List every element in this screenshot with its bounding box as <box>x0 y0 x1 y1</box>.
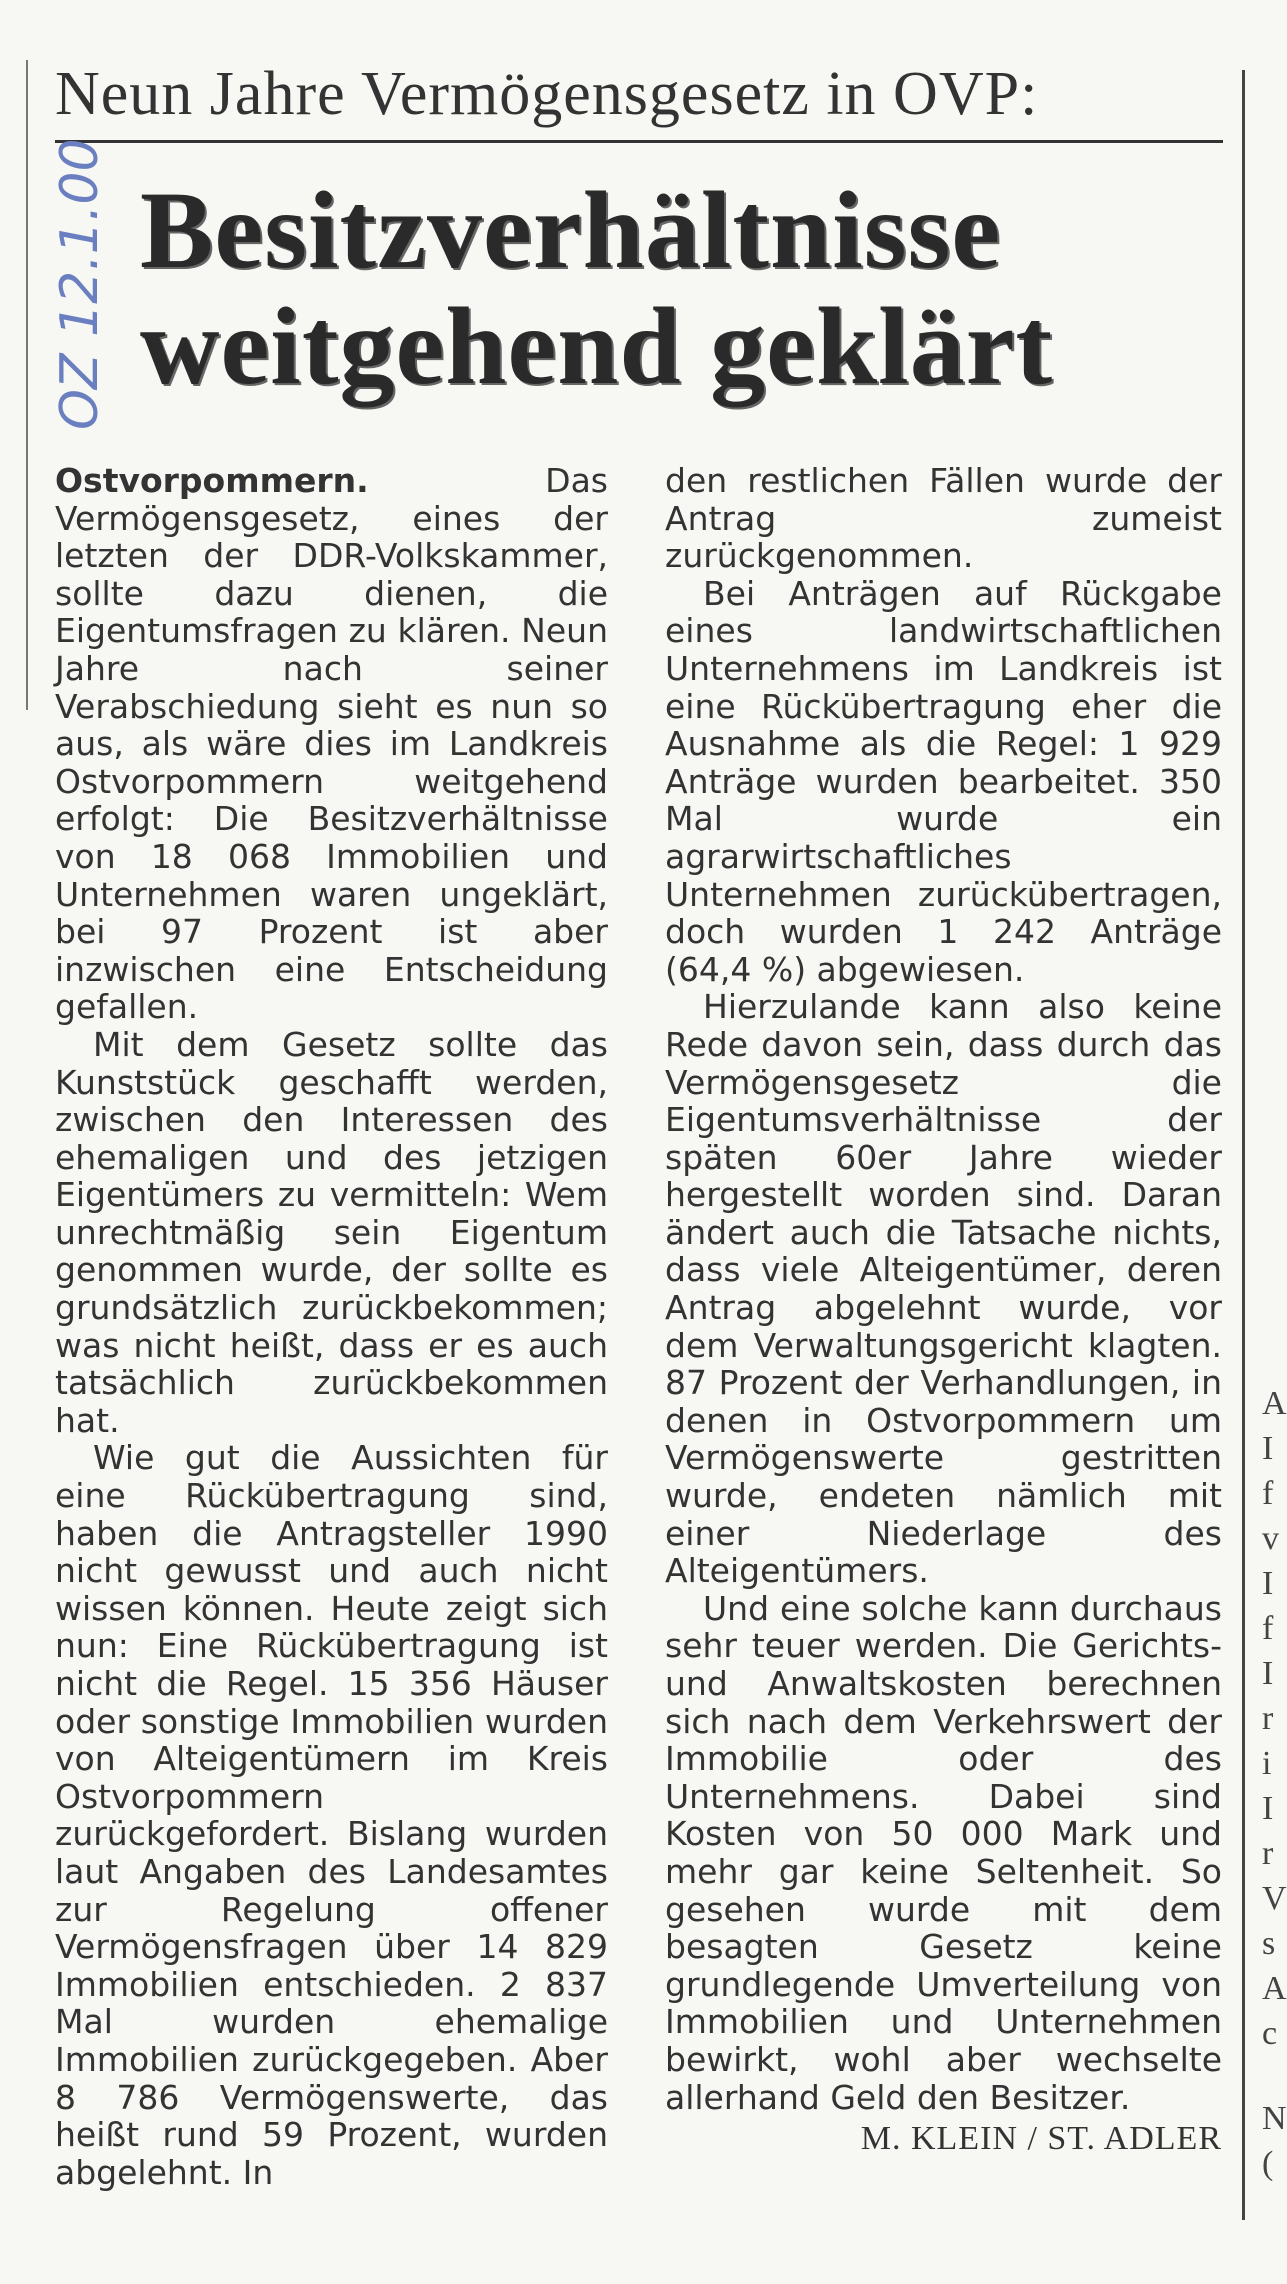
edge-fragment: I <box>1262 1565 1274 1602</box>
article-column-1 <box>55 462 608 2191</box>
edge-fragment: v <box>1262 1520 1279 1557</box>
paragraph-6: Hierzulande kann also keine Rede davon sein, dass durch das Vermögensgesetz die Eigentumsverhältnisse der späten 60er Jahre wieder hergestellt worden sind. Daran ändert auch die Tatsache nichts, dass viele Alteigentümer, deren Antrag abgelehnt wurde, vor dem Verwaltungsgericht klagten. 87 Prozent der Verhandlungen, in denen in Ostvorpommern um Vermögenswerte gestritten wurde, endeten nämlich mit einer Niederlage des Alteigentümers. <box>665 987 1222 1591</box>
edge-fragment: I <box>1262 1430 1274 1467</box>
article-kicker: Neun Jahre Vermögensgesetz in OVP: <box>55 60 1039 128</box>
edge-fragment: ( <box>1262 2145 1274 2182</box>
edge-fragment: f <box>1262 1475 1274 1512</box>
article-column-2 <box>665 462 1222 2158</box>
edge-fragment: s <box>1262 1925 1276 1962</box>
edge-fragment: N <box>1262 2100 1287 2137</box>
edge-fragment: c <box>1262 2015 1278 2052</box>
paragraph-1 <box>55 462 608 1026</box>
edge-fragment: r <box>1262 1835 1274 1872</box>
dateline: Ostvorpommern. <box>55 461 369 500</box>
edge-fragment: V <box>1262 1880 1287 1917</box>
edge-fragment: f <box>1262 1610 1274 1647</box>
article-headline <box>140 169 1220 407</box>
headline-line-2: weitgehend geklärt <box>140 285 1054 407</box>
handwritten-date-note: OZ 12.1.00 <box>50 138 110 430</box>
paragraph-4: den restlichen Fällen wurde der Antrag zumeist zurückgenommen. <box>665 461 1222 576</box>
kicker-rule <box>55 140 1223 143</box>
paragraph-5: Bei Anträgen auf Rückgabe eines landwirtschaftlichen Unternehmens im Landkreis ist eine Rückübertragung eher die Ausnahme als die Regel: 1 929 Anträge wurden bearbeitet. 350 Mal wurde ein agrarwirtschaftliches Unternehmen zurückübertragen, doch wurden 1 242 Anträge (64,4 %) abgewiesen. <box>665 573 1222 989</box>
paragraph-2: Mit dem Gesetz sollte das Kunststück geschafft werden, zwischen den Interessen des ehemaligen und des jetzigen Eigentümers zu vermitteln: Wem unrechtmäßig sein Eigentum genommen wurde, der sollte es grundsätzlich zurückbekommen; was nicht heißt, dass er es auch tatsächlich zurückbekommen hat. <box>55 1024 608 1440</box>
byline: M. KLEIN / ST. ADLER <box>860 2120 1222 2158</box>
edge-fragment: r <box>1262 1700 1274 1737</box>
paragraph-3: Wie gut die Aussichten für eine Rückübertragung sind, haben die Antragsteller 1990 nicht gewusst und auch nicht wissen können. Heute zeigt sich nun: Eine Rückübertragung ist nicht die Regel. 15 356 Häuser oder sonstige Immobilien wurden von Alteigentümern im Kreis Ostvorpommern zurückgefordert. Bislang wurden laut Angaben des Landesamtes zur Regelung offener Vermögensfragen über 14 829 Immobilien entschieden. 2 837 Mal wurden ehemalige Immobilien zurückgegeben. Aber 8 786 Vermögenswerte, das heißt rund 59 Prozent, wurden abgelehnt. In <box>55 1438 608 2192</box>
right-column-rule <box>1242 70 1245 2220</box>
edge-fragment: I <box>1262 1655 1274 1692</box>
edge-fragment: A <box>1262 1970 1287 2007</box>
headline-line-1: Besitzverhältnisse <box>140 169 1002 291</box>
edge-fragment: i <box>1262 1745 1272 1782</box>
paragraph-1-text: Das Vermögensgesetz, eines der letzten der DDR-Volkskammer, sollte dazu dienen, die Eigentumsfragen zu klären. Neun Jahre nach seiner Verabschiedung sieht es nun so aus, als wäre dies im Landkreis Ostvorpommern weitgehend erfolgt: Die Besitzverhältnisse von 18 068 Immobilien und Unternehmen waren ungeklärt, bei 97 Prozent ist aber inzwischen eine Entscheidung gefallen. <box>55 461 608 1027</box>
edge-fragment: I <box>1262 1790 1274 1827</box>
edge-fragment: A <box>1262 1385 1287 1422</box>
paragraph-7: Und eine solche kann durchaus sehr teuer werden. Die Gerichts- und Anwaltskosten berechnen sich nach dem Verkehrswert der Immobilie oder des Unternehmens. Dabei sind Kosten von 50 000 Mark und mehr gar keine Seltenheit. So gesehen wurde mit dem besagten Gesetz keine grundlegende Umverteilung von Immobilien und Unternehmen bewirkt, wohl aber wechselte allerhand Geld den Besitzer. <box>665 1588 1222 2117</box>
left-column-rule <box>26 60 28 710</box>
